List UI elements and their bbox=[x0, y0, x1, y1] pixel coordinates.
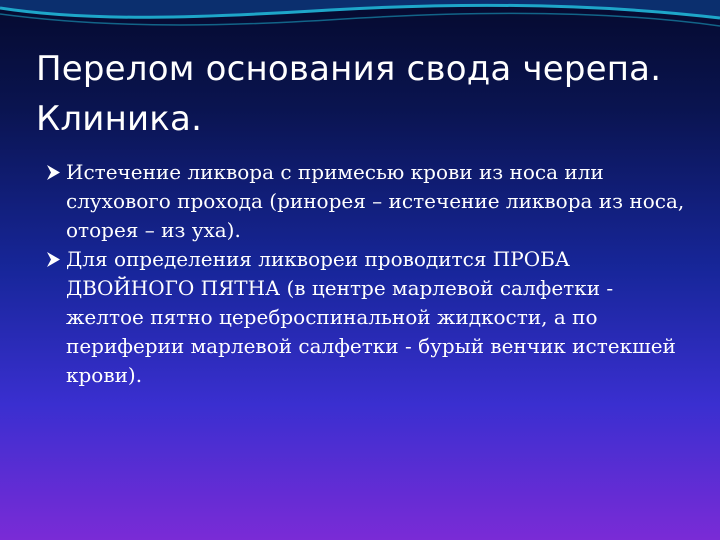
arrow-bullet-icon bbox=[46, 165, 61, 180]
bullet-list bbox=[46, 158, 696, 390]
bullet-text: Истечение ликвора с примесью крови из носа или слухового прохода (ринорея – истечение ликвора из носа, оторея – из уха). bbox=[66, 160, 685, 242]
arrow-bullet-icon bbox=[46, 252, 61, 267]
bullet-text: Для определения ликвореи проводится ПРОБА ДВОЙНОГО ПЯТНА (в центре марлевой салфетки - желтое пятно цереброспинальной жидкости, а по периферии марлевой салфетки - бурый венчик истекшей крови). bbox=[66, 247, 676, 387]
bullet-item bbox=[46, 245, 696, 390]
slide-title: Перелом основания свода черепа. Клиника. bbox=[36, 49, 662, 139]
bullet-item bbox=[46, 158, 696, 245]
